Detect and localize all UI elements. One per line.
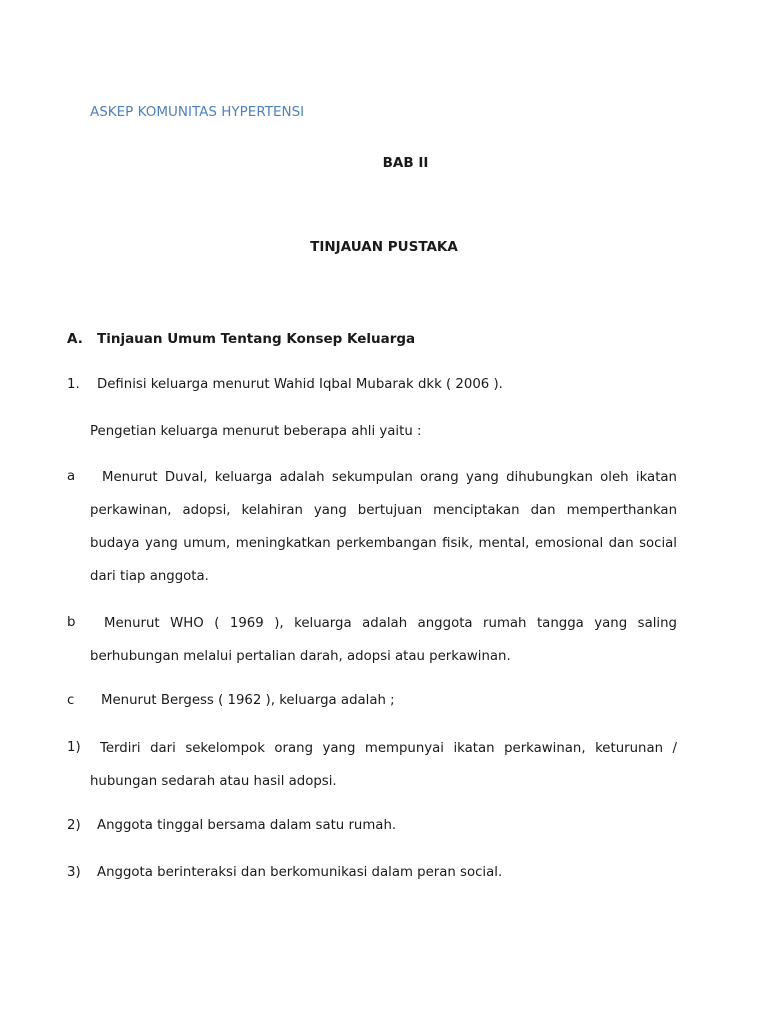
list-marker: 3): [67, 865, 81, 880]
sub-item-text: Terdiri dari sekelompok orang yang mempunyai ikatan perkawinan, keturunan / hubungan sedarah atau hasil adopsi.: [90, 741, 677, 789]
sub-item-text: Anggota tinggal bersama dalam satu rumah.: [97, 818, 397, 833]
list-marker: 1): [67, 740, 81, 755]
list-marker: 2): [67, 818, 81, 833]
section-heading-text: Tinjauan Umum Tentang Konsep Keluarga: [97, 331, 416, 347]
document-title-link[interactable]: ASKEP KOMUNITAS HYPERTENSI: [90, 104, 305, 120]
list-item-text: Definisi keluarga menurut Wahid Iqbal Mubarak dkk ( 2006 ).: [97, 377, 503, 392]
definition-text: Menurut Duval, keluarga adalah sekumpulan orang yang dihubungkan oleh ikatan perkawinan, adopsi, kelahiran yang bertujuan menciptakan dan memperthankan budaya yang umum, meningkatkan perkembangan fisik, mental, emosional dan social dari tiap anggota.: [90, 470, 677, 584]
list-marker: 1.: [67, 377, 80, 392]
section-marker: A.: [67, 331, 83, 347]
list-marker: a: [67, 469, 76, 484]
definition-text: Menurut Bergess ( 1962 ), keluarga adalah ;: [101, 693, 395, 708]
chapter-label: BAB II: [382, 155, 429, 171]
intro-paragraph: Pengetian keluarga menurut beberapa ahli yaitu :: [90, 424, 422, 439]
list-marker: b: [67, 615, 76, 630]
definition-text: Menurut WHO ( 1969 ), keluarga adalah anggota rumah tangga yang saling berhubungan melalui pertalian darah, adopsi atau perkawinan.: [90, 616, 677, 664]
list-marker: c: [67, 693, 75, 708]
sub-item-text: Anggota berinteraksi dan berkomunikasi dalam peran social.: [97, 865, 503, 880]
chapter-title: TINJAUAN PUSTAKA: [310, 239, 458, 255]
